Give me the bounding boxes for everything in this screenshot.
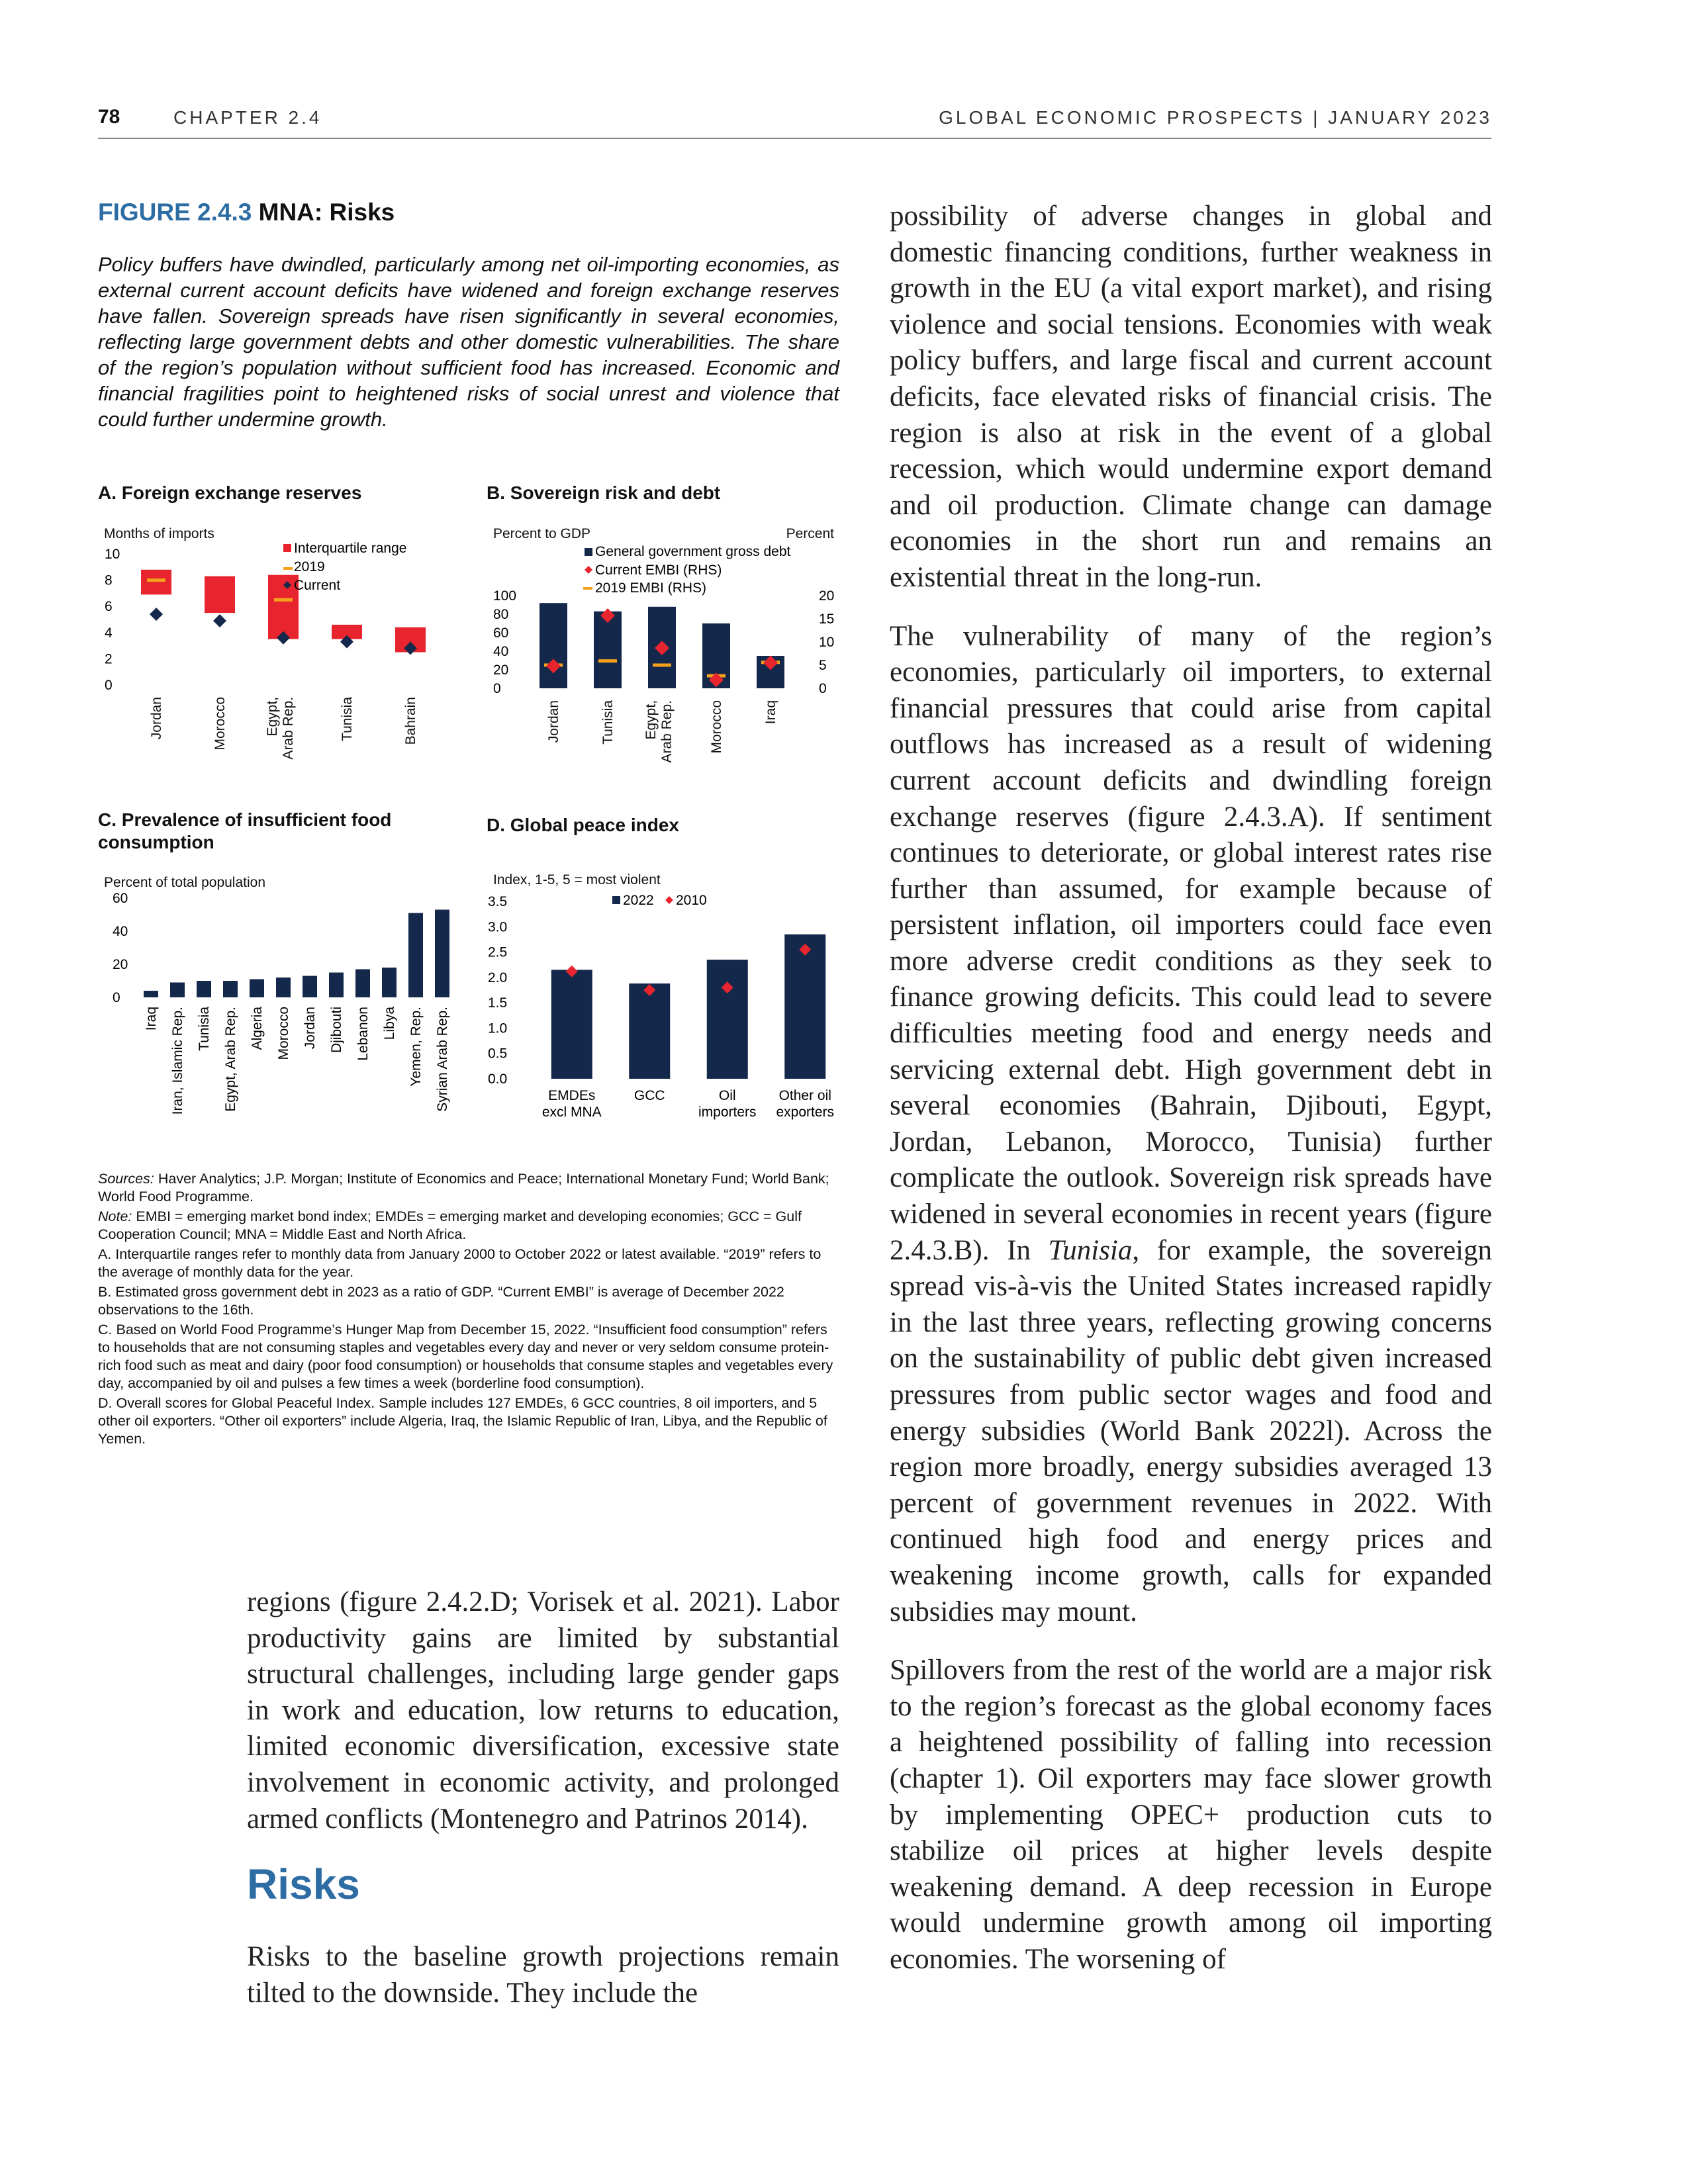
header-rule (98, 138, 1491, 139)
y-tick-label: 2 (105, 651, 113, 667)
x-category-label: Oil importers (698, 1088, 757, 1120)
panel-b-ylabel: Percent to GDP (493, 526, 591, 541)
x-category-label: Yemen, Rep. (408, 1007, 424, 1087)
iqr-bar (205, 576, 235, 613)
panel-a-title: A. Foreign exchange reserves (98, 482, 362, 503)
y-tick-label: 80 (493, 607, 509, 622)
x-category-label: Egypt, Arab Rep. (223, 1007, 238, 1112)
y-tick-label: 2.5 (488, 944, 508, 960)
food-insecurity-bar (250, 979, 264, 998)
panel-c-ylabel: Percent of total population (104, 875, 266, 890)
y-tick-label: 0 (493, 681, 501, 696)
y-right-tick-label: 20 (819, 588, 835, 604)
legend-label: 2019 EMBI (RHS) (595, 580, 707, 596)
note-b: B. Estimated gross government debt in 2023 as a ratio of GDP. “Current EMBI” is average of December 2022 observations to the 16th. (98, 1284, 784, 1318)
x-category-label: Egypt,Arab Rep. (643, 700, 675, 763)
embi-2019-marker (598, 659, 617, 662)
x-category-label: Jordan (149, 697, 164, 740)
y-tick-label: 20 (113, 957, 128, 972)
sources-text: Haver Analytics; J.P. Morgan; Institute of Economics and Peace; International Monetary Fund; World Bank; World Food Programme. (98, 1171, 829, 1205)
current-marker (150, 608, 163, 621)
y-tick-label: 2.0 (488, 970, 508, 985)
panel-c-chart (98, 890, 469, 1142)
y-tick-label: 3.5 (488, 894, 508, 909)
right-column-text (890, 199, 1492, 2001)
current-marker (213, 614, 226, 627)
note-c: C. Based on World Food Programme’s Hunger Map from December 15, 2022. “Insufficient food consumption” refers to households that are not consuming staples and vegetables every day and never or very seldom consume protein-rich food such as meat and dairy (poor food consumption) or households that consume staples and vegetables every day, accompanied by oil and pulses a few times a week (borderline food consumption). (98, 1322, 833, 1391)
figure-title (98, 199, 395, 226)
y-tick-label: 4 (105, 625, 113, 641)
food-insecurity-bar (197, 981, 211, 997)
y-tick-label: 8 (105, 572, 113, 588)
figure-caption: Policy buffers have dwindled, particularly among net oil-importing economies, as external current account deficits have widened and foreign exchange reserves have fallen. Sovereign spreads have risen significantly in several economies, reflecting large government debts and other domestic vulnerabilities. The share of the region’s population without sufficient food has increased. Economic and financial fragilities point to heightened risks of social unrest and violence that could further undermine growth. (98, 253, 839, 431)
x-category-label: Other oil exporters (776, 1088, 835, 1120)
section-heading-risks: Risks (247, 1860, 360, 1908)
note-d: D. Overall scores for Global Peaceful Index. Sample includes 127 EMDEs, 6 GCC countries, 8 oil importers, and 5 other oil exporters. “Other oil exporters” include Algeria, Iraq, the Islamic Republic of Iran, Libya, and the Republic of Yemen. (98, 1395, 827, 1447)
figure-number: FIGURE 2.4.3 (98, 199, 252, 226)
iqr-bar (141, 570, 171, 595)
right-paragraph-2-part-b: , for example, the sovereign spread vis-à-vis the United States increased rapidly in the last three years, reflecting growing concerns on the sustainability of public debt given increased pressures from public sector wages and food and energy subsidies (World Bank 2022l). Across the region more broadly, energy subsidies averaged 13 percent of government revenues in 2022. With continued high food and energy prices and weakening income growth, calls for expanded subsidies may mount. (890, 1234, 1493, 1627)
x-category-label: Bahrain (403, 697, 418, 745)
panel-d-title: D. Global peace index (487, 815, 679, 835)
panel-b-title: B. Sovereign risk and debt (487, 482, 721, 503)
food-insecurity-bar (170, 983, 185, 998)
general-note (98, 1208, 839, 1244)
marker-2019 (274, 598, 293, 602)
panel-d-ylabel: Index, 1-5, 5 = most violent (493, 872, 661, 887)
marker-2019 (147, 578, 165, 582)
y-right-tick-label: 10 (819, 635, 835, 650)
y-right-tick-label: 15 (819, 612, 835, 627)
gpi-2022-bar (629, 983, 670, 1079)
y-tick-label: 0.0 (488, 1071, 508, 1087)
sources-label: Sources: (98, 1171, 154, 1187)
left-paragraph-2: Risks to the baseline growth projections remain tilted to the downside. They include the (247, 1941, 839, 2009)
figure-title-text: MNA: Risks (258, 199, 395, 226)
food-insecurity-bar (144, 991, 158, 997)
x-category-label: Iraq (144, 1007, 159, 1031)
x-category-label: Iraq (763, 700, 778, 725)
right-paragraph-3: Spillovers from the rest of the world are a major risk to the region’s forecast as the global economy faces a heightened possibility of falling into recession (chapter 1). Oil exporters may face slower growth by implementing OPEC+ production cuts to stabilize oil prices at higher levels despite weakening demand. A deep recession in Europe would undermine growth among oil importing economies. The worsening of (890, 1655, 1492, 1975)
left-column-text-2 (247, 1939, 839, 2034)
y-tick-label: 60 (113, 891, 128, 906)
food-insecurity-bar (329, 973, 344, 998)
legend-label: General government gross debt (595, 544, 791, 559)
x-category-label: Tunisia (340, 697, 355, 741)
legend-swatch-iqr (283, 544, 291, 552)
left-paragraph-1: regions (figure 2.4.2.D; Vorisek et al. 2021). Labor productivity gains are limited by substantial structural challenges, including large gender gaps in work and education, low returns to education, limited economic diversification, excessive state involvement in economic activity, and prolonged armed conflicts (Montenegro and Patrinos 2014). (247, 1586, 839, 1835)
panel-b-chart (487, 539, 844, 811)
y-tick-label: 60 (493, 625, 509, 641)
x-category-label: Jordan (303, 1007, 318, 1050)
y-tick-label: 0 (113, 990, 120, 1005)
y-tick-label: 1.5 (488, 995, 508, 1011)
panel-d-chart (487, 887, 844, 1142)
running-title: GLOBAL ECONOMIC PROSPECTS | JANUARY 2023 (939, 107, 1492, 128)
gpi-2022-bar (707, 960, 748, 1079)
figure-notes (98, 1170, 839, 1450)
x-category-label: Morocco (212, 697, 228, 751)
embi-2019-marker (653, 664, 671, 667)
y-tick-label: 1.0 (488, 1021, 508, 1036)
x-category-label: Libya (382, 1007, 397, 1040)
y-tick-label: 6 (105, 599, 113, 615)
legend-swatch-debt (585, 548, 592, 556)
note-text: EMBI = emerging market bond index; EMDEs = emerging market and developing economies; GCC = Gulf Cooperation Council; MNA = Middle East and North Africa. (98, 1208, 802, 1242)
y-tick-label: 3.0 (488, 919, 508, 935)
y-right-tick-label: 5 (819, 658, 827, 673)
legend-swatch-2010 (665, 896, 673, 904)
x-category-label: Morocco (709, 700, 724, 754)
food-insecurity-bar (276, 978, 291, 997)
chapter-label: CHAPTER 2.4 (173, 107, 322, 128)
debt-bar (539, 603, 567, 688)
legend-label: 2022 (623, 893, 654, 908)
legend-label: 2019 (294, 559, 325, 574)
left-column-text (247, 1584, 839, 1860)
panel-c-title: C. Prevalence of insufficient food consumption (98, 809, 392, 852)
y-tick-label: 0.5 (488, 1046, 508, 1062)
x-category-label: Tunisia (600, 700, 616, 745)
note-label: Note: (98, 1208, 132, 1224)
y-tick-label: 0 (105, 678, 113, 693)
x-category-label: EMDEs excl MNA (541, 1088, 602, 1120)
y-tick-label: 20 (493, 662, 509, 678)
italic-tunisia: Tunisia (1048, 1234, 1133, 1266)
panel-a-chart (98, 539, 469, 811)
x-category-label: Egypt,Arab Rep. (265, 697, 296, 760)
food-insecurity-bar (435, 910, 449, 998)
legend-label: Current EMBI (RHS) (595, 563, 722, 578)
note-a: A. Interquartile ranges refer to monthly data from January 2000 to October 2022 or latest available. “2019” refers to the average of monthly data for the year. (98, 1246, 821, 1280)
x-category-label: GCC (633, 1088, 665, 1103)
legend-swatch-embi-2019 (583, 587, 592, 590)
x-category-label: Syrian Arab Rep. (435, 1007, 450, 1112)
y-tick-label: 10 (105, 547, 120, 562)
sources-note (98, 1170, 839, 1206)
legend-label: Interquartile range (294, 541, 407, 556)
page-number: 78 (98, 106, 120, 128)
x-category-label: Jordan (546, 700, 561, 743)
debt-bar (594, 612, 622, 688)
food-insecurity-bar (303, 976, 317, 998)
legend-label: Current (294, 578, 341, 593)
y-tick-label: 40 (113, 924, 128, 939)
y-tick-label: 100 (493, 588, 517, 604)
gpi-2022-bar (551, 970, 592, 1079)
x-category-label: Algeria (250, 1007, 265, 1050)
right-paragraph-2 (890, 619, 1492, 1631)
legend-swatch-2019 (283, 567, 293, 570)
x-category-label: Iran, Islamic Rep. (170, 1007, 185, 1115)
panel-a-ylabel: Months of imports (104, 526, 214, 541)
x-category-label: Morocco (276, 1007, 291, 1060)
y-right-tick-label: 0 (819, 681, 827, 696)
legend-label: 2010 (676, 893, 707, 908)
x-category-label: Lebanon (355, 1007, 371, 1061)
x-category-label: Tunisia (197, 1007, 212, 1051)
legend-swatch-embi-current (585, 566, 592, 574)
food-insecurity-bar (223, 981, 238, 997)
x-category-label: Djibouti (329, 1007, 344, 1054)
food-insecurity-bar (408, 913, 423, 998)
y-tick-label: 40 (493, 644, 509, 659)
right-paragraph-2-part-a: The vulnerability of many of the region’s economies, particularly oil importers, to external financial pressures that could arise from capital outflows has increased as a result of widening current account deficits and dwindling foreign exchange reserves (figure 2.4.3.A). If sentiment continues to deteriorate, or global interest rates rise further than assumed, for example because of persistent inflation, oil importers could face even more adverse credit conditions as they seek to finance growing deficits. This could lead to severe difficulties meeting food and energy needs and servicing external debt. High government debt in several economies (Bahrain, Djibouti, Egypt, Jordan, Lebanon, Morocco, Tunisia) further complicate the outlook. Sovereign risk spreads have widened in several economies in recent years (figure 2.4.3.B). In (890, 620, 1492, 1266)
right-paragraph-1: possibility of adverse changes in global and domestic financing conditions, further weakness in growth in the EU (a vital export market), and rising violence and social tensions. Economies with weak policy buffers, and large fiscal and current account deficits, face elevated risks of financial crisis. The region is also at risk in the event of a global recession, which would undermine export demand and oil production. Climate change can damage economies in the short run and remains an existential threat in the long-run. (890, 201, 1492, 593)
gpi-2022-bar (784, 934, 825, 1079)
food-insecurity-bar (382, 968, 397, 997)
panel-b-ylabel-right: Percent (786, 526, 834, 541)
food-insecurity-bar (355, 970, 370, 998)
legend-swatch-2022 (612, 896, 620, 904)
